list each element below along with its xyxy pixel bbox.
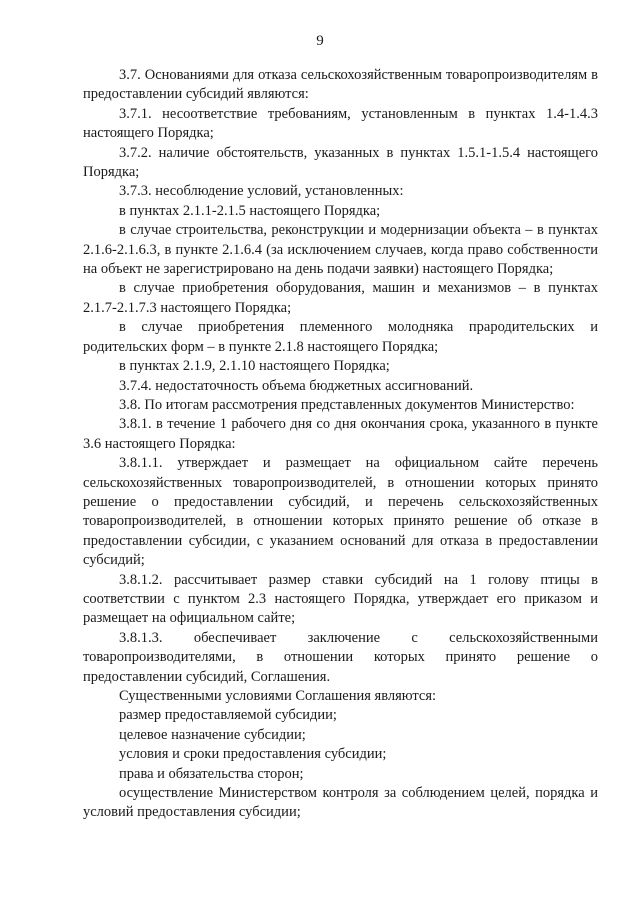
paragraph: 3.7.1. несоответствие требованиям, установленным в пунктах 1.4-1.4.3 настоящего Порядка; (83, 105, 598, 142)
paragraph: 3.8.1. в течение 1 рабочего дня со дня окончания срока, указанного в пункте 3.6 настоящего Порядка: (83, 416, 598, 452)
paragraph: 3.7.3. несоблюдение условий, установленных: (119, 183, 404, 200)
paragraph: в пунктах 2.1.9, 2.1.10 настоящего Порядка; (119, 358, 390, 375)
paragraph: в случае приобретения оборудования, машин и механизмов – в пунктах 2.1.7-2.1.7.3 настоящего Порядка; (83, 280, 598, 316)
paragraph: целевое назначение субсидии; (119, 726, 306, 743)
paragraph: в случае строительства, реконструкции и модернизации объекта – в пунктах 2.1.6-2.1.6.3, в пункте 2.1.6.4 (за исключением случаев, когда право собственности на объект не зарегистрировано на день подачи заявки) настоящего Порядка; (83, 222, 598, 278)
paragraph: 3.8.1.2. рассчитывает размер ставки субсидий на 1 голову птицы в соответствии с пунктом 2.3 настоящего Порядка, утверждает его приказом и размещает на официальном сайте; (83, 571, 598, 627)
paragraph: 3.7.4. недостаточность объема бюджетных ассигнований. (119, 377, 474, 394)
page-number: 9 (316, 33, 324, 49)
paragraph: осуществление Министерством контроля за соблюдением целей, порядка и условий предоставления субсидии; (83, 785, 598, 821)
paragraph: Существенными условиями Соглашения являются: (119, 688, 437, 704)
paragraph: 3.8. По итогам рассмотрения представленных документов Министерство: (119, 396, 575, 413)
paragraph: права и обязательства сторон; (119, 765, 304, 782)
paragraph: 3.8.1.3. обеспечивает заключение с сельскохозяйственными товаропроизводителями, в отношении которых принято решение о предоставлении субсидий, Соглашения. (83, 629, 598, 685)
paragraph: размер предоставляемой субсидии; (119, 707, 337, 724)
paragraph: 3.8.1.1. утверждает и размещает на официальном сайте перечень сельскохозяйственных товаропроизводителей, в отношении которых принято решение о предоставлении субсидий, и перечень сельскохозяйственных товаропроизводителей, в отношении которых принято решение об отказе в предоставлении субсидии, с указанием оснований для отказа в предоставлении субсидий; (83, 455, 598, 569)
paragraph: в пунктах 2.1.1-2.1.5 настоящего Порядка; (119, 202, 381, 219)
paragraph: условия и сроки предоставления субсидии; (119, 746, 387, 763)
paragraph: 3.7. Основаниями для отказа сельскохозяйственным товаропроизводителям в предоставлении субсидий являются: (83, 67, 598, 103)
paragraph: в случае приобретения племенного молодняка прародительских и родительских форм – в пункте 2.1.8 настоящего Порядка; (83, 319, 598, 355)
document-body (83, 66, 598, 823)
paragraph: 3.7.2. наличие обстоятельств, указанных в пунктах 1.5.1-1.5.4 настоящего Порядка; (83, 144, 598, 181)
